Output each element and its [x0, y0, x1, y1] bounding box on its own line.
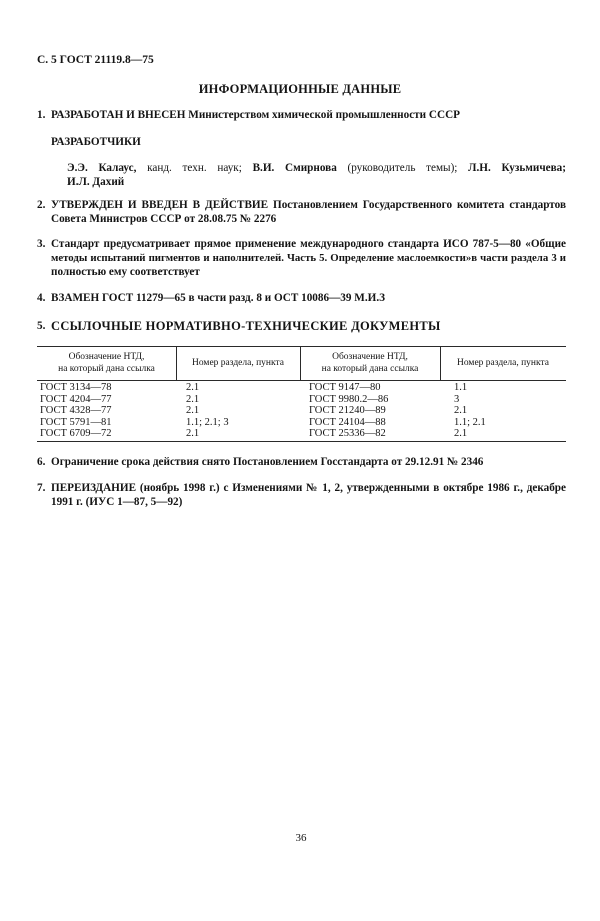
table-cell: 2.1 [186, 405, 200, 416]
table-cell: 2.1 [186, 428, 200, 439]
table-header-cell [176, 346, 300, 380]
page-number: 36 [295, 832, 307, 844]
table-row [37, 428, 566, 440]
table-header-text: Обозначение НТД, [332, 352, 408, 362]
info-item-3 [37, 237, 566, 278]
item-text-line: Совета Министров СССР от 28.08.75 № 2276 [51, 213, 277, 225]
table-header-cell [37, 346, 176, 380]
item-text [51, 291, 566, 305]
info-item-4 [37, 291, 566, 305]
item-text-line: РАЗРАБОТАН И ВНЕСЕН Министерством химической промышленности СССР [51, 109, 460, 121]
developer-name: Э.Э. Калаус, [67, 162, 137, 174]
table-cell: 2.1 [454, 428, 468, 439]
table-cell: ГОСТ 3134—78 [40, 382, 112, 393]
page-header: С. 5 ГОСТ 21119.8—75 [37, 54, 154, 66]
developer-name: В.И. Смирнова [252, 162, 337, 174]
item-text [51, 198, 566, 226]
table-header-text: Обозначение НТД, [68, 352, 145, 362]
item-text [51, 319, 566, 333]
developer-role: канд. техн. наук; [147, 162, 242, 174]
item-text [51, 481, 566, 509]
item-text-line: УТВЕРЖДЕН И ВВЕДЕН В ДЕЙСТВИЕ Постановлением Государственного комитета стандартов [51, 199, 566, 211]
references-table [37, 346, 566, 442]
table-cell: ГОСТ 25336—82 [309, 428, 386, 439]
item-text-line: ССЫЛОЧНЫЕ НОРМАТИВНО-ТЕХНИЧЕСКИЕ ДОКУМЕНТЫ [51, 319, 441, 333]
table-cell: ГОСТ 5791—81 [40, 416, 112, 428]
table-cell: ГОСТ 6709—72 [40, 428, 112, 439]
developers-line [67, 175, 566, 189]
item-text-line: Ограничение срока действия снято Постановлением Госстандарта от 29.12.91 № 2346 [51, 456, 484, 468]
item-number: 4. [37, 292, 46, 304]
item-text [51, 237, 566, 279]
table-cell: ГОСТ 9980.2—86 [309, 393, 389, 405]
table-cell: ГОСТ 4204—77 [40, 393, 112, 405]
info-item-2 [37, 198, 566, 225]
table-header-text: Номер раздела, пункта [192, 358, 284, 368]
item-number: 7. [37, 482, 46, 494]
table-row [37, 382, 566, 394]
info-item-1 [37, 108, 566, 122]
item-number: 1. [37, 109, 46, 121]
table-cell: ГОСТ 9147—80 [309, 382, 381, 393]
item-text-line: Стандарт предусматривает прямое применение международного стандарта ИСО 787-5—80 «Общие [51, 238, 566, 250]
item-text [51, 455, 566, 469]
item-text [51, 108, 566, 122]
table-header-cell [440, 346, 566, 380]
table-header-text: на который дана ссылка [58, 364, 155, 374]
table-header-rule [37, 380, 566, 381]
item-text-line: полностью ему соответствует [51, 266, 200, 278]
item-text-line: ПЕРЕИЗДАНИЕ (ноябрь 1998 г.) с Изменениями № 1, 2, утвержденными в октябре 1986 г., декабре [51, 482, 566, 494]
table-cell: 1.1; 2.1; 3 [186, 416, 229, 428]
table-cell: 2.1 [454, 405, 468, 416]
item-number: 2. [37, 199, 46, 211]
table-row [37, 394, 566, 406]
table-row [37, 405, 566, 417]
table-header-text: Номер раздела, пункта [457, 358, 549, 368]
item-text-line: методы испытаний пигментов и наполнителей. Часть 5. Определение маслоемкости»в части раздела 3 и [51, 252, 566, 264]
table-cell: ГОСТ 21240—89 [309, 405, 386, 416]
item-number: 5. [37, 320, 46, 332]
info-item-7 [37, 481, 566, 508]
developers-line [67, 161, 566, 175]
table-cell: 1.1 [454, 382, 468, 393]
developers-heading: РАЗРАБОТЧИКИ [51, 136, 141, 148]
info-item-5 [37, 319, 566, 333]
table-cell: ГОСТ 24104—88 [309, 416, 386, 428]
section-title: ИНФОРМАЦИОННЫЕ ДАННЫЕ [198, 82, 402, 96]
info-item-6 [37, 455, 566, 469]
table-cell: 1.1; 2.1 [454, 416, 486, 428]
table-row [37, 417, 566, 429]
item-number: 6. [37, 456, 46, 468]
item-text-line: ВЗАМЕН ГОСТ 11279—65 в части разд. 8 и ОСТ 10086—39 М.И.З [51, 292, 386, 304]
developers-list [67, 161, 566, 189]
developer-name: Л.Н. Кузьмичева; [468, 162, 566, 174]
table-bottom-rule [37, 441, 566, 442]
developer-role: (руководитель темы); [347, 162, 458, 174]
item-number: 3. [37, 238, 46, 250]
table-cell: ГОСТ 4328—77 [40, 405, 112, 416]
item-text-line: 1991 г. (ИУС 1—87, 5—92) [51, 496, 183, 508]
developer-name: И.Л. Дахий [67, 176, 125, 188]
table-cell: 2.1 [186, 382, 200, 393]
table-cell: 3 [454, 393, 460, 405]
table-header-text: на который дана ссылка [321, 364, 419, 374]
table-cell: 2.1 [186, 393, 200, 405]
table-header-cell [300, 346, 440, 380]
